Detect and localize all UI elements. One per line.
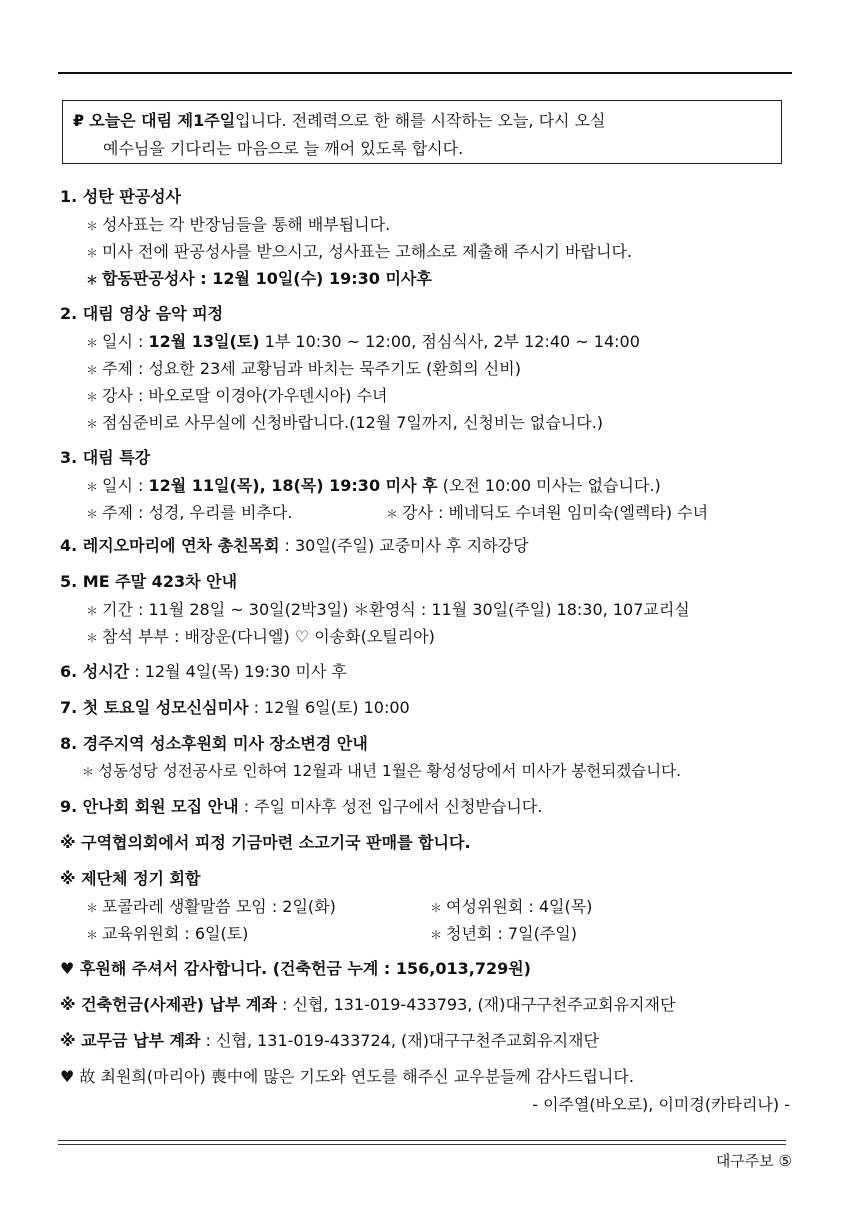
item-2-speaker: 강사 : 바오로딸 이경아(가우덴시아) 수녀 bbox=[102, 386, 388, 405]
item-9-detail: : 주일 미사후 성전 입구에서 신청받습니다. bbox=[238, 797, 543, 816]
item-2-title: 2. 대림 영상 음악 피정 bbox=[60, 304, 224, 323]
note-meetings-title: ※ 제단체 정기 회합 bbox=[60, 869, 201, 888]
item-1-title: 1. 성탄 판공성사 bbox=[60, 187, 182, 206]
note-building-account: : 신협, 131-019-433793, (재)대구구천주교회유지재단 bbox=[276, 995, 676, 1014]
item-2-time: 1부 10:30 ~ 12:00, 점심식사, 2부 12:40 ~ 14:00 bbox=[259, 332, 640, 351]
item-1-line-2: 미사 전에 판공성사를 받으시고, 성사표는 고해소로 제출해 주시기 바랍니다. bbox=[102, 242, 632, 261]
item-2-label: 일시 : bbox=[102, 332, 149, 351]
bullet: ＊ bbox=[86, 417, 99, 431]
item-6-title: 6. 성시간 bbox=[60, 662, 130, 681]
item-3-date: 12월 11일(목), 18(목) 19:30 미사 후 bbox=[148, 476, 438, 495]
meeting-focolare: 포콜라레 생활말씀 모임 : 2일(화) bbox=[102, 897, 336, 916]
item-2-date: 12월 13일(토) bbox=[148, 332, 260, 351]
item-2-theme: 주제 : 성요한 23세 교황님과 바치는 묵주기도 (환희의 신비) bbox=[102, 359, 521, 378]
item-4-detail: : 30일(주일) 교중미사 후 지하강당 bbox=[279, 536, 529, 555]
item-1-line-1: 성사표는 각 반장님들을 통해 배부됩니다. bbox=[102, 215, 391, 234]
item-7-detail: : 12월 6일(토) 10:00 bbox=[248, 698, 410, 717]
item-5-title: 5. ME 주말 423차 안내 bbox=[60, 572, 238, 591]
note-thanks-donation: ♥ 후원해 주셔서 감사합니다. (건축헌금 누계 : 156,013,729원) bbox=[60, 959, 531, 978]
note-condolence-signature: - 이주열(바오로), 이미경(카타리나) - bbox=[532, 1095, 790, 1114]
item-4-title: 4. 레지오마리에 연차 총친목회 bbox=[60, 536, 280, 555]
bullet: ＊ bbox=[86, 219, 99, 233]
note-building-account-title: ※ 건축헌금(사제관) 납부 계좌 bbox=[60, 995, 277, 1014]
note-dues-account: : 신협, 131-019-433724, (재)대구구천주교회유지재단 bbox=[200, 1031, 599, 1050]
item-3-note: (오전 10:00 미사는 없습니다.) bbox=[437, 476, 661, 495]
top-rule bbox=[58, 72, 792, 74]
meeting-women: 여성위원회 : 4일(목) bbox=[446, 897, 593, 916]
item-3-label: 일시 : bbox=[102, 476, 149, 495]
note-dues-account-title: ※ 교무금 납부 계좌 bbox=[60, 1031, 201, 1050]
item-8-detail: 성동성당 성전공사로 인하여 12월과 내년 1월은 황성성당에서 미사가 봉헌되겠습니다. bbox=[98, 762, 682, 780]
notice-line1: 입니다. 전례력으로 한 해를 시작하는 오늘, 다시 오실 bbox=[235, 111, 606, 130]
item-5-period: 기간 : 11월 28일 ~ 30일(2박3일) ＊환영식 : 11월 30일(주일) 18:30, 107교리실 bbox=[102, 600, 690, 619]
item-1-line-3: 합동판공성사 : 12월 10일(수) 19:30 미사후 bbox=[102, 269, 432, 288]
item-3-theme: 주제 : 성경, 우리를 비추다. bbox=[102, 503, 293, 522]
bullet: ＊ bbox=[86, 273, 99, 287]
notice-bold: 오늘은 대림 제1주일 bbox=[89, 111, 236, 130]
note-condolence: ♥ 故 최원희(마리아) 喪中에 많은 기도와 연도를 해주신 교우분들께 감사드립니다. bbox=[60, 1067, 634, 1086]
bullet: ＊ bbox=[430, 928, 443, 942]
bullet: ＊ bbox=[86, 928, 99, 942]
bullet: ＊ bbox=[86, 631, 99, 645]
notice-icon: ₽ bbox=[73, 111, 85, 130]
bullet: ＊ bbox=[86, 390, 99, 404]
item-3-speaker: 강사 : 베네딕도 수녀원 임미숙(엘렉타) 수녀 bbox=[402, 503, 709, 522]
bottom-double-rule bbox=[58, 1140, 786, 1145]
bullet: ＊ bbox=[86, 363, 99, 377]
bullet: ＊ bbox=[386, 507, 399, 521]
item-3-title: 3. 대림 특강 bbox=[60, 448, 151, 467]
item-8-title: 8. 경주지역 성소후원회 미사 장소변경 안내 bbox=[60, 734, 368, 753]
bullet: ＊ bbox=[430, 901, 443, 915]
notice-line2: 예수님을 기다리는 마음으로 늘 깨어 있도록 합시다. bbox=[103, 139, 464, 158]
meeting-education: 교육위원회 : 6일(토) bbox=[102, 924, 249, 943]
announcements bbox=[60, 183, 800, 1118]
bullet: ＊ bbox=[86, 246, 99, 260]
bullet: ＊ bbox=[86, 480, 99, 494]
meeting-youth: 청년회 : 7일(주일) bbox=[446, 924, 577, 943]
page-footer: 대구주보 ⑤ bbox=[715, 1152, 792, 1170]
item-5-couple: 참석 부부 : 배장운(다니엘) ♡ 이송화(오틸리아) bbox=[102, 627, 435, 646]
bullet: ＊ bbox=[82, 765, 95, 779]
bullet: ＊ bbox=[86, 507, 99, 521]
item-2-lunch: 점심준비로 사무실에 신청바랍니다.(12월 7일까지, 신청비는 없습니다.) bbox=[102, 413, 604, 432]
item-6-detail: : 12월 4일(목) 19:30 미사 후 bbox=[129, 662, 347, 681]
item-9-title: 9. 안나회 회원 모집 안내 bbox=[60, 797, 239, 816]
notice-box bbox=[62, 100, 782, 164]
bullet: ＊ bbox=[86, 604, 99, 618]
bullet: ＊ bbox=[86, 336, 99, 350]
item-7-title: 7. 첫 토요일 성모신심미사 bbox=[60, 698, 249, 717]
note-beef-soup: ※ 구역협의회에서 피정 기금마련 소고기국 판매를 합니다. bbox=[60, 833, 471, 852]
bullet: ＊ bbox=[86, 901, 99, 915]
